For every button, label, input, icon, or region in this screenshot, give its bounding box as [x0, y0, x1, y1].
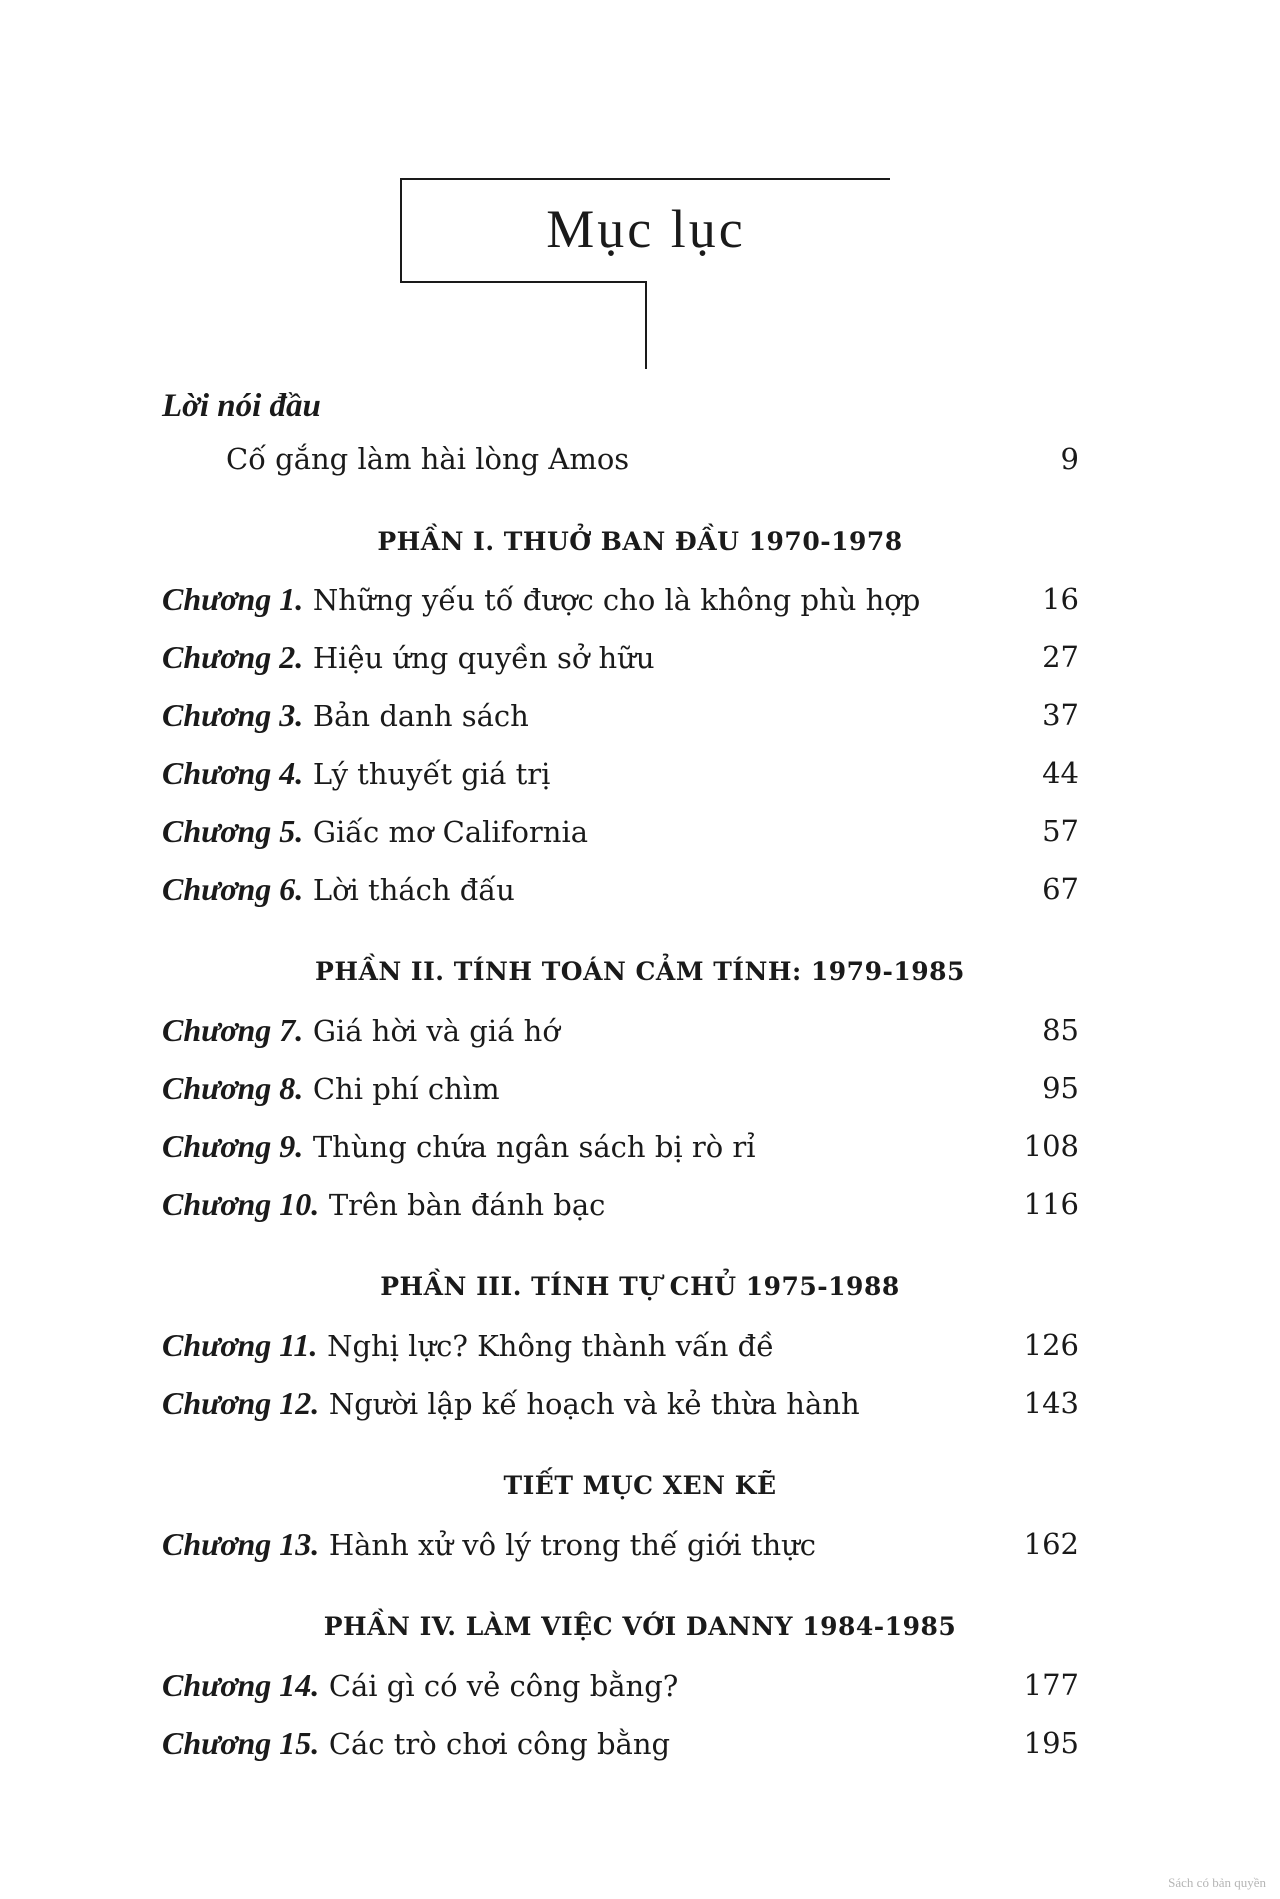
toc-entry-page: 177 — [1023, 1668, 1079, 1702]
preface-heading: Lời nói đầu — [162, 388, 321, 424]
toc-entry-title: Người lập kế hoạch và kẻ thừa hành — [328, 1387, 860, 1421]
toc-entry-chapter-7[interactable] — [162, 1004, 1122, 1056]
toc-entry-chapter-9[interactable] — [162, 1120, 1122, 1172]
toc-entry-title: Lý thuyết giá trị — [312, 757, 551, 791]
toc-entry-page: 44 — [1042, 756, 1079, 790]
copyright-footer: Sách có bản quyền — [1168, 1875, 1266, 1890]
toc-entry-title: Trên bàn đánh bạc — [328, 1188, 606, 1222]
chapter-label: Chương 9. — [162, 1128, 304, 1164]
chapter-label: Chương 10. — [162, 1186, 320, 1222]
toc-entry-chapter-2[interactable] — [162, 631, 1122, 683]
chapter-label: Chương 5. — [162, 813, 304, 849]
toc-entry-chapter-4[interactable] — [162, 747, 1122, 799]
chapter-label: Chương 4. — [162, 755, 304, 791]
toc-entry-chapter-3[interactable] — [162, 689, 1122, 741]
toc-entry-chapter-12[interactable] — [162, 1377, 1122, 1429]
toc-entry-preface[interactable] — [226, 433, 1122, 485]
toc-entry-title: Lời thách đấu — [312, 873, 515, 907]
toc-entry-title: Giá hời và giá hớ — [312, 1014, 560, 1048]
section-heading-interlude: TIẾT MỤC XEN KẼ — [503, 1471, 777, 1500]
toc-entry-page: 9 — [1060, 442, 1079, 476]
toc-entry-page: 37 — [1042, 698, 1079, 732]
toc-entry-page: 85 — [1042, 1013, 1079, 1047]
chapter-label: Chương 7. — [162, 1012, 304, 1048]
toc-entry-title: Bản danh sách — [312, 699, 529, 733]
toc-entry-title: Chi phí chìm — [312, 1072, 500, 1106]
chapter-label: Chương 8. — [162, 1070, 304, 1106]
toc-entry-chapter-5[interactable] — [162, 805, 1122, 857]
toc-entry-title: Những yếu tố được cho là không phù hợp — [312, 583, 921, 617]
toc-entry-page: 116 — [1023, 1187, 1079, 1221]
toc-entry-title: Cái gì có vẻ công bằng? — [328, 1669, 679, 1703]
title-frame-stem — [645, 281, 647, 369]
title-frame-top — [400, 178, 890, 180]
toc-entry-page: 16 — [1042, 582, 1079, 616]
toc-entry-page: 95 — [1042, 1071, 1079, 1105]
toc-entry-page: 162 — [1023, 1527, 1079, 1561]
toc-entry-page: 195 — [1023, 1726, 1079, 1760]
chapter-label: Chương 2. — [162, 639, 304, 675]
toc-entry-chapter-8[interactable] — [162, 1062, 1122, 1114]
chapter-label: Chương 14. — [162, 1667, 320, 1703]
section-heading-4: PHẦN IV. LÀM VIỆC VỚI DANNY 1984-1985 — [323, 1612, 957, 1641]
toc-entry-page: 108 — [1023, 1129, 1079, 1163]
section-heading-2: PHẦN II. TÍNH TOÁN CẢM TÍNH: 1979-1985 — [315, 957, 965, 986]
toc-entry-page: 57 — [1042, 814, 1079, 848]
toc-entry-page: 143 — [1023, 1386, 1079, 1420]
chapter-label: Chương 15. — [162, 1725, 320, 1761]
toc-entry-page: 67 — [1042, 872, 1079, 906]
toc-entry-page: 27 — [1042, 640, 1079, 674]
toc-entry-title: Giấc mơ California — [312, 815, 589, 849]
title-frame-bottom — [400, 281, 647, 283]
chapter-label: Chương 1. — [162, 581, 304, 617]
toc-entry-title: Cố gắng làm hài lòng Amos — [226, 442, 630, 476]
toc-entry-chapter-15[interactable] — [162, 1717, 1122, 1769]
toc-entry-chapter-13[interactable] — [162, 1518, 1122, 1570]
toc-entry-chapter-14[interactable] — [162, 1659, 1122, 1711]
toc-entry-chapter-6[interactable] — [162, 863, 1122, 915]
toc-entry-title: Thùng chứa ngân sách bị rò rỉ — [312, 1130, 756, 1164]
section-heading-3: PHẦN III. TÍNH TỰ CHỦ 1975-1988 — [380, 1272, 900, 1301]
toc-entry-title: Nghị lực? Không thành vấn đề — [327, 1329, 775, 1363]
chapter-label: Chương 13. — [162, 1526, 320, 1562]
toc-entry-chapter-10[interactable] — [162, 1178, 1122, 1230]
toc-entry-chapter-11[interactable] — [162, 1319, 1122, 1371]
chapter-label: Chương 12. — [162, 1385, 320, 1421]
chapter-label: Chương 11. — [162, 1327, 318, 1363]
toc-entry-title: Hành xử vô lý trong thế giới thực — [328, 1528, 817, 1562]
page-title: Mục lục — [546, 199, 746, 259]
chapter-label: Chương 3. — [162, 697, 304, 733]
toc-entry-page: 126 — [1023, 1328, 1079, 1362]
toc-entry-chapter-1[interactable] — [162, 573, 1122, 625]
section-heading-1: PHẦN I. THUỞ BAN ĐẦU 1970-1978 — [377, 527, 903, 556]
toc-entry-title: Hiệu ứng quyền sở hữu — [312, 641, 655, 675]
toc-entry-title: Các trò chơi công bằng — [328, 1727, 671, 1761]
chapter-label: Chương 6. — [162, 871, 304, 907]
